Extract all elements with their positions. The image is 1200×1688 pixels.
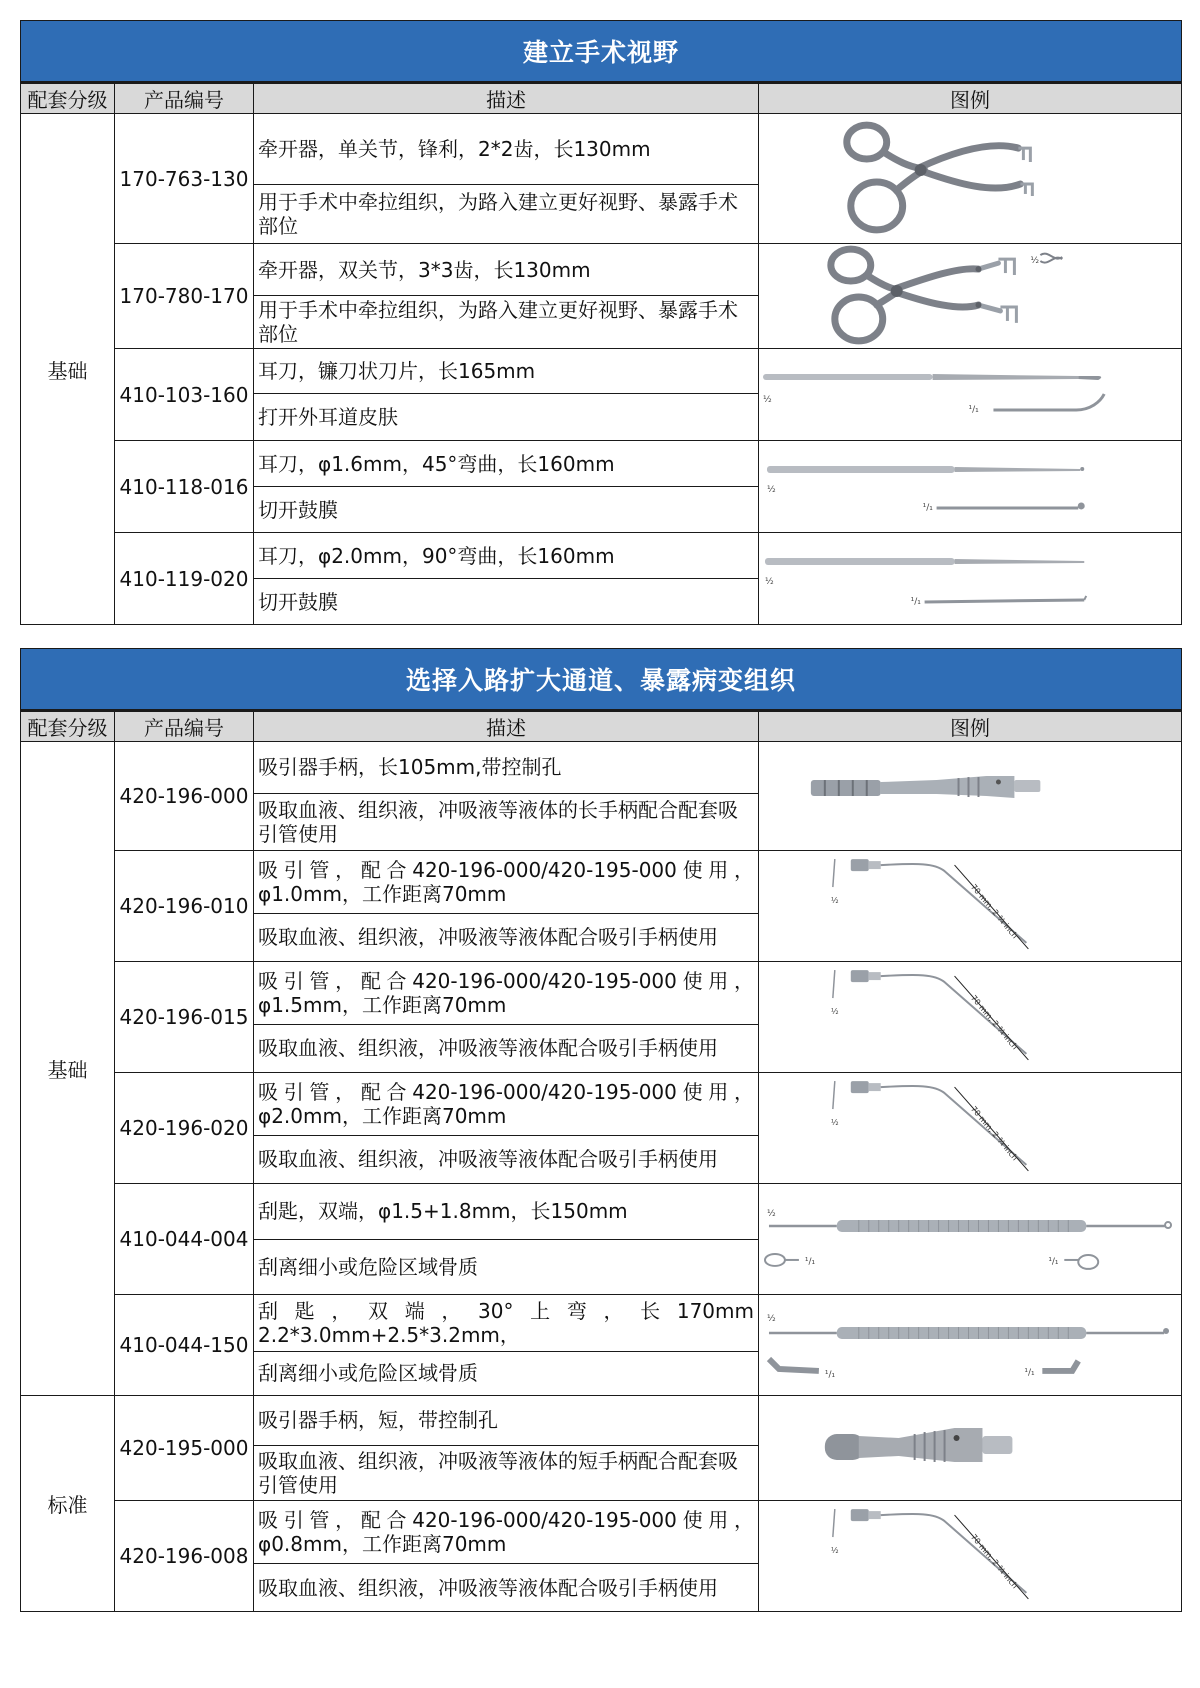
table-row: [21, 742, 1182, 794]
product-code: 420-196-010: [115, 851, 254, 962]
product-code: 170-780-170: [115, 244, 254, 349]
table-row: [21, 533, 1182, 579]
scale-label: ½: [830, 1546, 839, 1556]
double-curette-bent-image: [759, 1295, 1182, 1396]
scale-label: ¹/₁: [922, 502, 933, 513]
scale-label: ¹/₁: [910, 596, 921, 607]
product-code: 410-103-160: [115, 349, 254, 441]
product-usage: 刮离细小或危险区域骨质: [254, 1351, 759, 1395]
product-name: 吸引器手柄，短，带控制孔: [254, 1396, 759, 1446]
table-row: [21, 114, 1182, 185]
product-name: 吸引管，配合420-196-000/420-195-000使用，φ2.0mm，工作距离70mm: [254, 1073, 759, 1136]
table-row: [21, 349, 1182, 394]
product-name: 耳刀，φ1.6mm，45°弯曲，长160mm: [254, 441, 759, 487]
double-curette-image: [759, 1184, 1182, 1295]
grade-cell: 基础: [21, 742, 115, 1396]
grade-cell: 标准: [21, 1396, 115, 1612]
product-name: 吸引管，配合420-196-000/420-195-000使用，φ1.5mm，工作距离70mm: [254, 962, 759, 1025]
suction-handle-long-image: [759, 742, 1182, 851]
scale-label: ¹/₁: [968, 404, 979, 415]
scale-label: ½: [830, 1007, 839, 1017]
product-code: 420-196-000: [115, 742, 254, 851]
suction-tube-image: [759, 962, 1182, 1073]
scale-label: ½: [766, 1209, 776, 1220]
header-illustration: 图例: [759, 711, 1182, 742]
product-code: 410-044-150: [115, 1295, 254, 1396]
product-code: 410-044-004: [115, 1184, 254, 1295]
product-usage: 吸取血液、组织液，冲吸液等液体配合吸引手柄使用: [254, 913, 759, 961]
product-name: 吸引器手柄，长105mm,带控制孔: [254, 742, 759, 794]
product-usage: 打开外耳道皮肤: [254, 394, 759, 441]
header-grade: 配套分级: [21, 711, 115, 742]
product-usage: 吸取血液、组织液，冲吸液等液体的短手柄配合配套吸引管使用: [254, 1445, 759, 1500]
sickle-knife-image: [759, 349, 1182, 441]
scale-label: ½: [762, 394, 772, 405]
scale-label: ½: [764, 576, 774, 587]
scale-label: ¹/₁: [804, 1256, 816, 1267]
product-usage: 用于手术中牵拉组织，为路入建立更好视野、暴露手术部位: [254, 184, 759, 243]
product-name: 刮匙，双端，φ1.5+1.8mm，长150mm: [254, 1184, 759, 1240]
dimension-label: 70 mm, 2 ¾ inch: [968, 1532, 1020, 1591]
scale-label: ½: [766, 1314, 776, 1325]
table-row: [21, 962, 1182, 1025]
section2-title: 选择入路扩大通道、暴露病变组织: [21, 649, 1182, 711]
table-row: [21, 244, 1182, 296]
product-usage: 用于手术中牵拉组织，为路入建立更好视野、暴露手术部位: [254, 296, 759, 349]
product-name: 耳刀，镰刀状刀片，长165mm: [254, 349, 759, 394]
product-name: 耳刀，φ2.0mm，90°弯曲，长160mm: [254, 533, 759, 579]
table-row: [21, 1501, 1182, 1564]
product-name: 刮匙，双端，30°上弯，长170mm 2.2*3.0mm+2.5*3.2mm，: [254, 1295, 759, 1352]
section1-title: 建立手术视野: [21, 21, 1182, 83]
ear-knife-90-image: [759, 533, 1182, 625]
single-joint-retractor-image: [759, 114, 1182, 244]
header-description: 描述: [254, 83, 759, 114]
header-description: 描述: [254, 711, 759, 742]
scale-label: ½: [830, 1118, 839, 1128]
dimension-label: 70 mm, 2 ¾ inch: [968, 882, 1020, 941]
suction-handle-short-image: [759, 1396, 1182, 1501]
header-code: 产品编号: [115, 83, 254, 114]
dimension-label: 70 mm, 2 ¾ inch: [968, 993, 1020, 1052]
suction-tube-image: [759, 851, 1182, 962]
product-name: 吸引管，配合420-196-000/420-195-000使用，φ1.0mm，工作距离70mm: [254, 851, 759, 914]
product-usage: 刮离细小或危险区域骨质: [254, 1239, 759, 1295]
product-usage: 吸取血液、组织液，冲吸液等液体配合吸引手柄使用: [254, 1564, 759, 1612]
product-code: 420-195-000: [115, 1396, 254, 1501]
table-row: [21, 851, 1182, 914]
product-usage: 切开鼓膜: [254, 579, 759, 625]
scale-label: ¹/₁: [1048, 1256, 1059, 1267]
product-name: 吸引管，配合420-196-000/420-195-000使用，φ0.8mm，工作距离70mm: [254, 1501, 759, 1564]
product-usage: 吸取血液、组织液，冲吸液等液体配合吸引手柄使用: [254, 1024, 759, 1072]
table-row: [21, 441, 1182, 487]
product-code: 420-196-015: [115, 962, 254, 1073]
table-row: [21, 1295, 1182, 1352]
product-usage: 吸取血液、组织液，冲吸液等液体的长手柄配合配套吸引管使用: [254, 793, 759, 850]
product-code: 420-196-008: [115, 1501, 254, 1612]
scale-label: ¹/₁: [1024, 1367, 1035, 1378]
product-code: 410-118-016: [115, 441, 254, 533]
header-code: 产品编号: [115, 711, 254, 742]
product-code: 170-763-130: [115, 114, 254, 244]
scale-label: ½: [1030, 256, 1040, 267]
product-name: 牵开器，双关节，3*3齿，长130mm: [254, 244, 759, 296]
scale-label: ½: [766, 484, 776, 495]
product-usage: 切开鼓膜: [254, 487, 759, 533]
product-name: 牵开器，单关节，锋利，2*2齿，长130mm: [254, 114, 759, 185]
table-row: [21, 1073, 1182, 1136]
scale-label: ¹/₁: [824, 1369, 836, 1380]
ear-knife-45-image: [759, 441, 1182, 533]
grade-cell: 基础: [21, 114, 115, 625]
product-code: 410-119-020: [115, 533, 254, 625]
suction-tube-image: [759, 1073, 1182, 1184]
product-usage: 吸取血液、组织液，冲吸液等液体配合吸引手柄使用: [254, 1135, 759, 1183]
table-row: [21, 1184, 1182, 1240]
product-code: 420-196-020: [115, 1073, 254, 1184]
header-grade: 配套分级: [21, 83, 115, 114]
section2-table: [20, 648, 1182, 1612]
double-joint-retractor-image: [759, 244, 1182, 349]
section1-table: [20, 20, 1182, 625]
table-row: [21, 1396, 1182, 1446]
suction-tube-image: [759, 1501, 1182, 1612]
header-illustration: 图例: [759, 83, 1182, 114]
scale-label: ½: [830, 896, 839, 906]
dimension-label: 70 mm, 2 ¾ inch: [968, 1104, 1020, 1163]
